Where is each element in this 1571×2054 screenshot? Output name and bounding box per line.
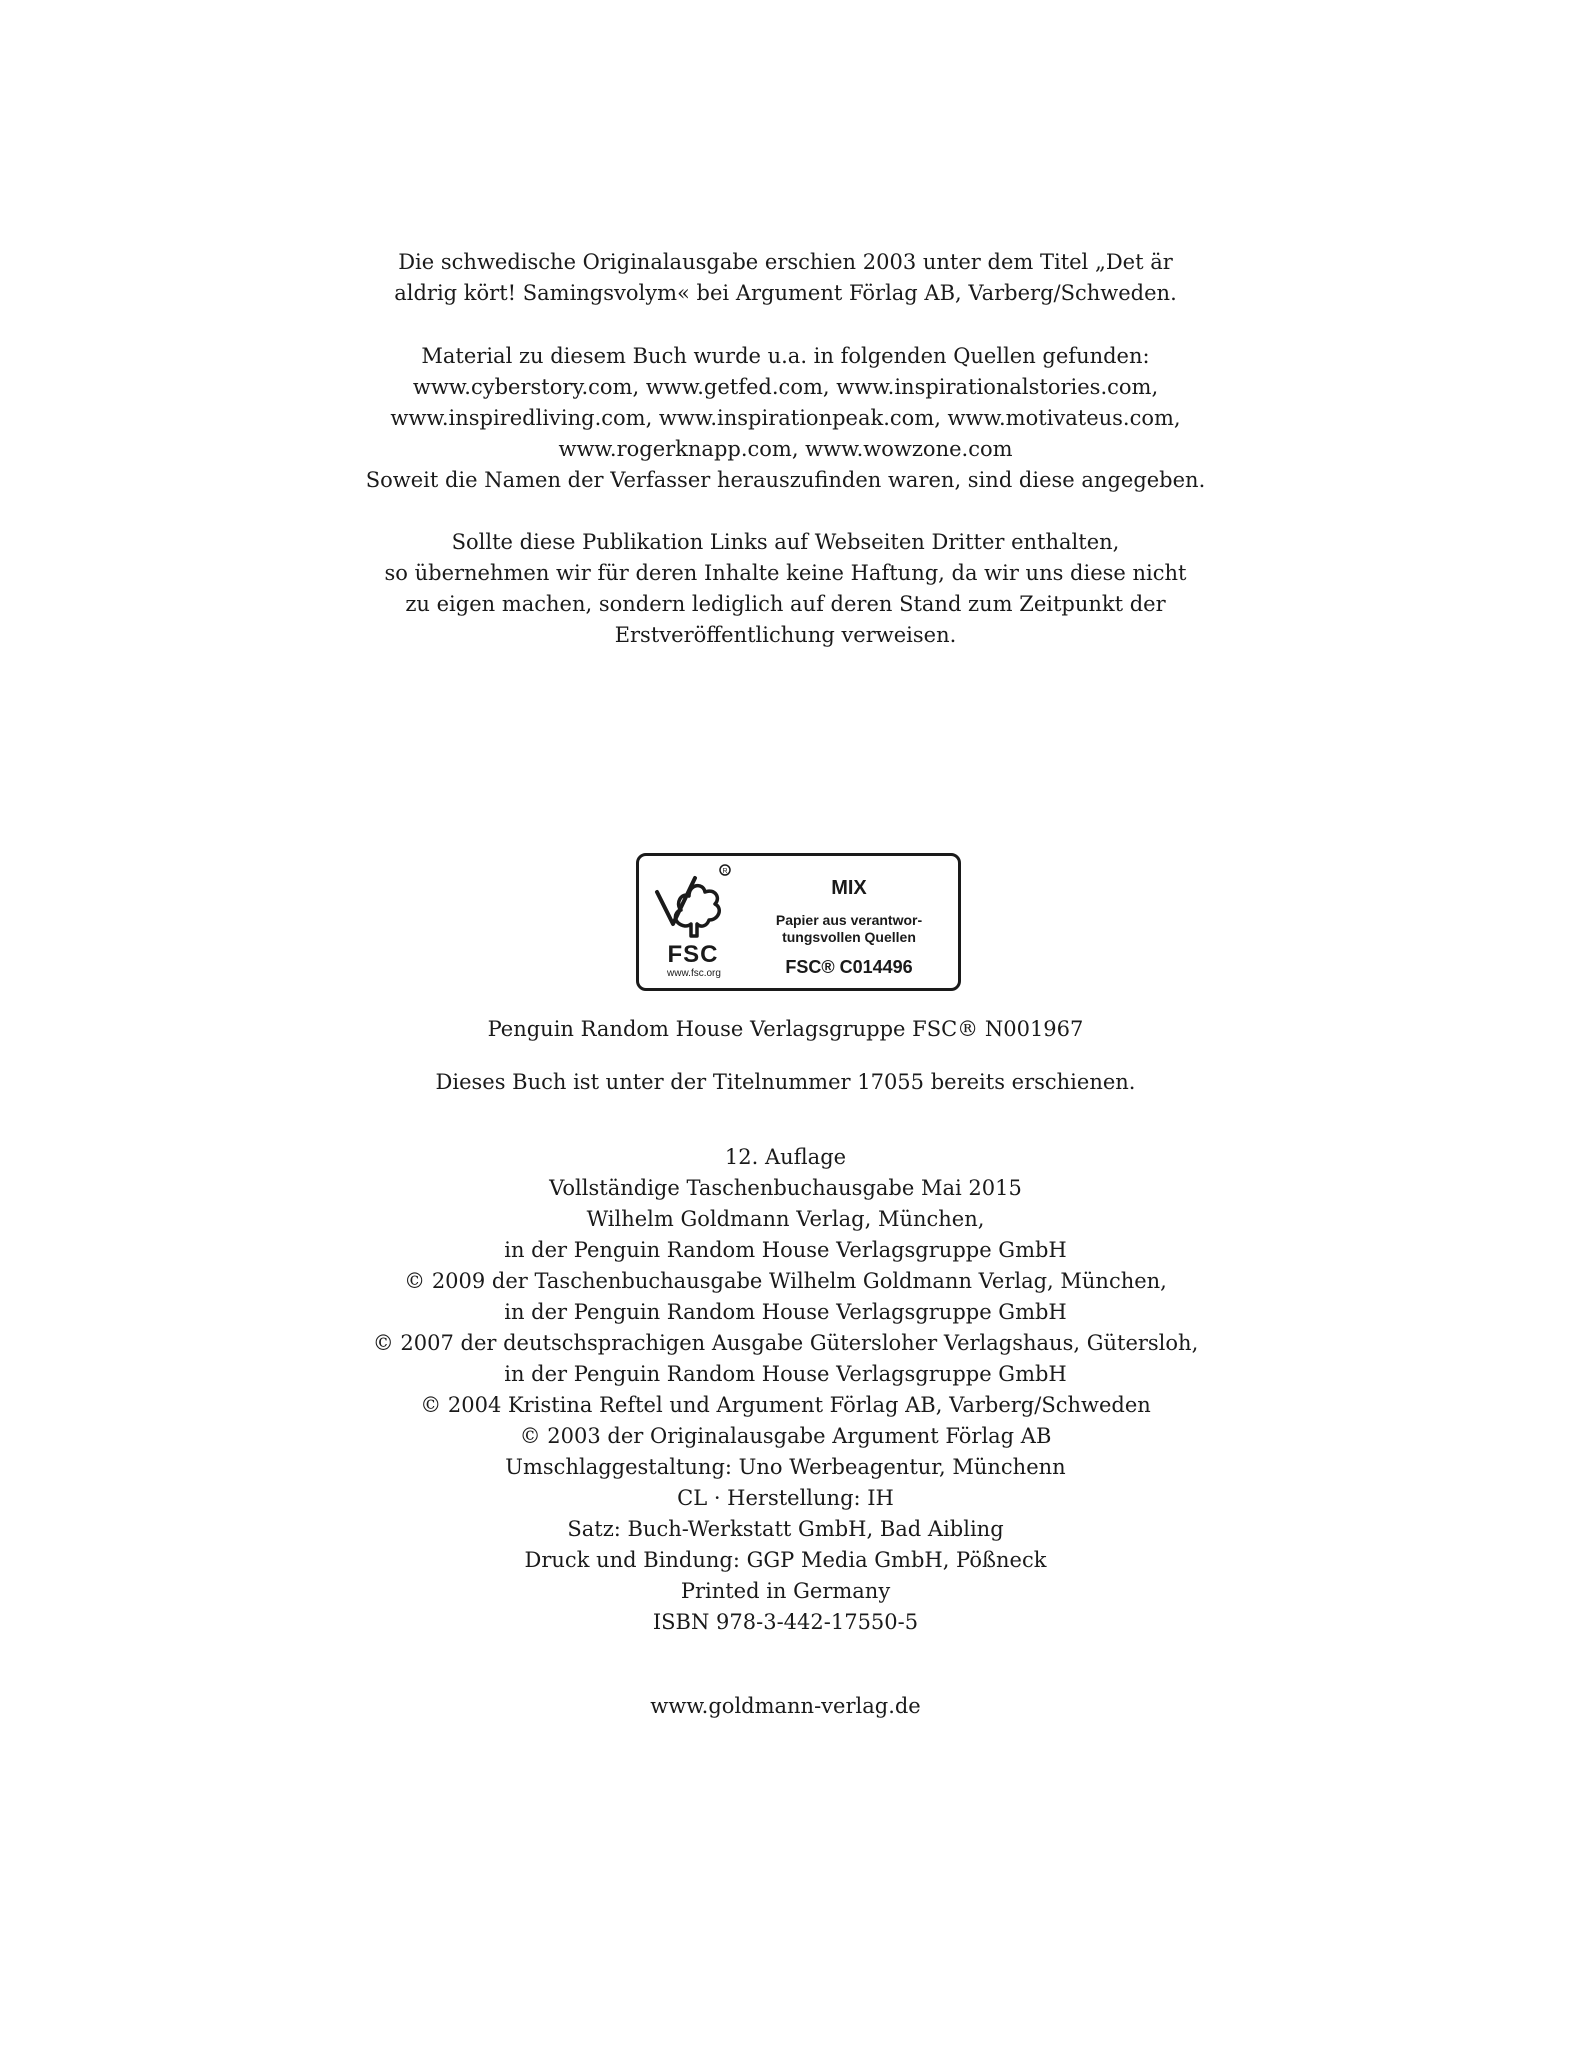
text-line: Erstveröffentlichung verweisen. xyxy=(614,623,957,647)
fsc-publisher-line: Penguin Random House Verlagsgruppe FSC® N001967 xyxy=(487,1017,1084,1041)
svg-text:R: R xyxy=(722,868,728,875)
text-line: Die schwedische Originalausgabe erschien 2003 unter dem Titel „Det är xyxy=(398,250,1173,274)
text-line: Printed in Germany xyxy=(680,1579,891,1603)
fsc-logo xyxy=(636,853,961,991)
text-line: Satz: Buch-Werkstatt GmbH, Bad Aibling xyxy=(567,1517,1004,1541)
links-disclaimer xyxy=(0,527,1571,651)
fsc-tree-icon xyxy=(651,862,733,944)
title-number-note: Dieses Buch ist unter der Titelnummer 17055 bereits erschienen. xyxy=(435,1070,1136,1094)
text-line: Soweit die Namen der Verfasser herauszufinden waren, sind diese angegeben. xyxy=(365,468,1206,492)
text-line: Vollständige Taschenbuchausgabe Mai 2015 xyxy=(549,1176,1022,1200)
text-line: in der Penguin Random House Verlagsgruppe GmbH xyxy=(504,1362,1067,1386)
text-line: © 2003 der Originalausgabe Argument Förlag AB xyxy=(519,1424,1052,1448)
publisher-website: www.goldmann-verlag.de xyxy=(650,1694,921,1718)
imprint xyxy=(0,1142,1571,1638)
text-line: 12. Auflage xyxy=(724,1145,847,1169)
text-line: in der Penguin Random House Verlagsgruppe GmbH xyxy=(504,1238,1067,1262)
text-line: Sollte diese Publikation Links auf Webseiten Dritter enthalten, xyxy=(451,530,1120,554)
text-line: zu eigen machen, sondern lediglich auf deren Stand zum Zeitpunkt der xyxy=(405,592,1166,616)
text-line: Papier aus verantwor- xyxy=(775,912,923,928)
fsc-description xyxy=(739,912,959,946)
text-line: www.rogerknapp.com, www.wowzone.com xyxy=(558,437,1013,461)
text-line: www.cyberstory.com, www.getfed.com, www.inspirationalstories.com, xyxy=(412,375,1159,399)
text-line: Material zu diesem Buch wurde u.a. in folgenden Quellen gefunden: xyxy=(421,344,1150,368)
fsc-license-code: FSC® C014496 xyxy=(785,957,913,977)
fsc-mix-label: MIX xyxy=(831,877,867,899)
text-line: Umschlaggestaltung: Uno Werbeagentur, Münchenn xyxy=(505,1455,1066,1479)
text-line: © 2009 der Taschenbuchausgabe Wilhelm Goldmann Verlag, München, xyxy=(404,1269,1167,1293)
isbn: ISBN 978-3-442-17550-5 xyxy=(652,1610,919,1634)
text-line: © 2007 der deutschsprachigen Ausgabe Gütersloher Verlagshaus, Gütersloh, xyxy=(372,1331,1199,1355)
text-line: in der Penguin Random House Verlagsgruppe GmbH xyxy=(504,1300,1067,1324)
fsc-mark: FSC xyxy=(667,941,719,968)
text-line: so übernehmen wir für deren Inhalte keine Haftung, da wir uns diese nicht xyxy=(384,561,1187,585)
text-line: Wilhelm Goldmann Verlag, München, xyxy=(586,1207,985,1231)
text-line: CL · Herstellung: IH xyxy=(677,1486,894,1510)
text-line: Druck und Bindung: GGP Media GmbH, Pößneck xyxy=(524,1548,1047,1572)
original-edition-note xyxy=(0,247,1571,309)
text-line: tungsvollen Quellen xyxy=(782,929,916,945)
fsc-url: www.fsc.org xyxy=(667,968,721,979)
text-line: © 2004 Kristina Reftel und Argument Förlag AB, Varberg/Schweden xyxy=(420,1393,1151,1417)
text-line: aldrig kört! Samingsvolym« bei Argument Förlag AB, Varberg/Schweden. xyxy=(394,281,1177,305)
text-line: www.inspiredliving.com, www.inspirationpeak.com, www.motivateus.com, xyxy=(390,406,1181,430)
sources-note xyxy=(0,341,1571,496)
